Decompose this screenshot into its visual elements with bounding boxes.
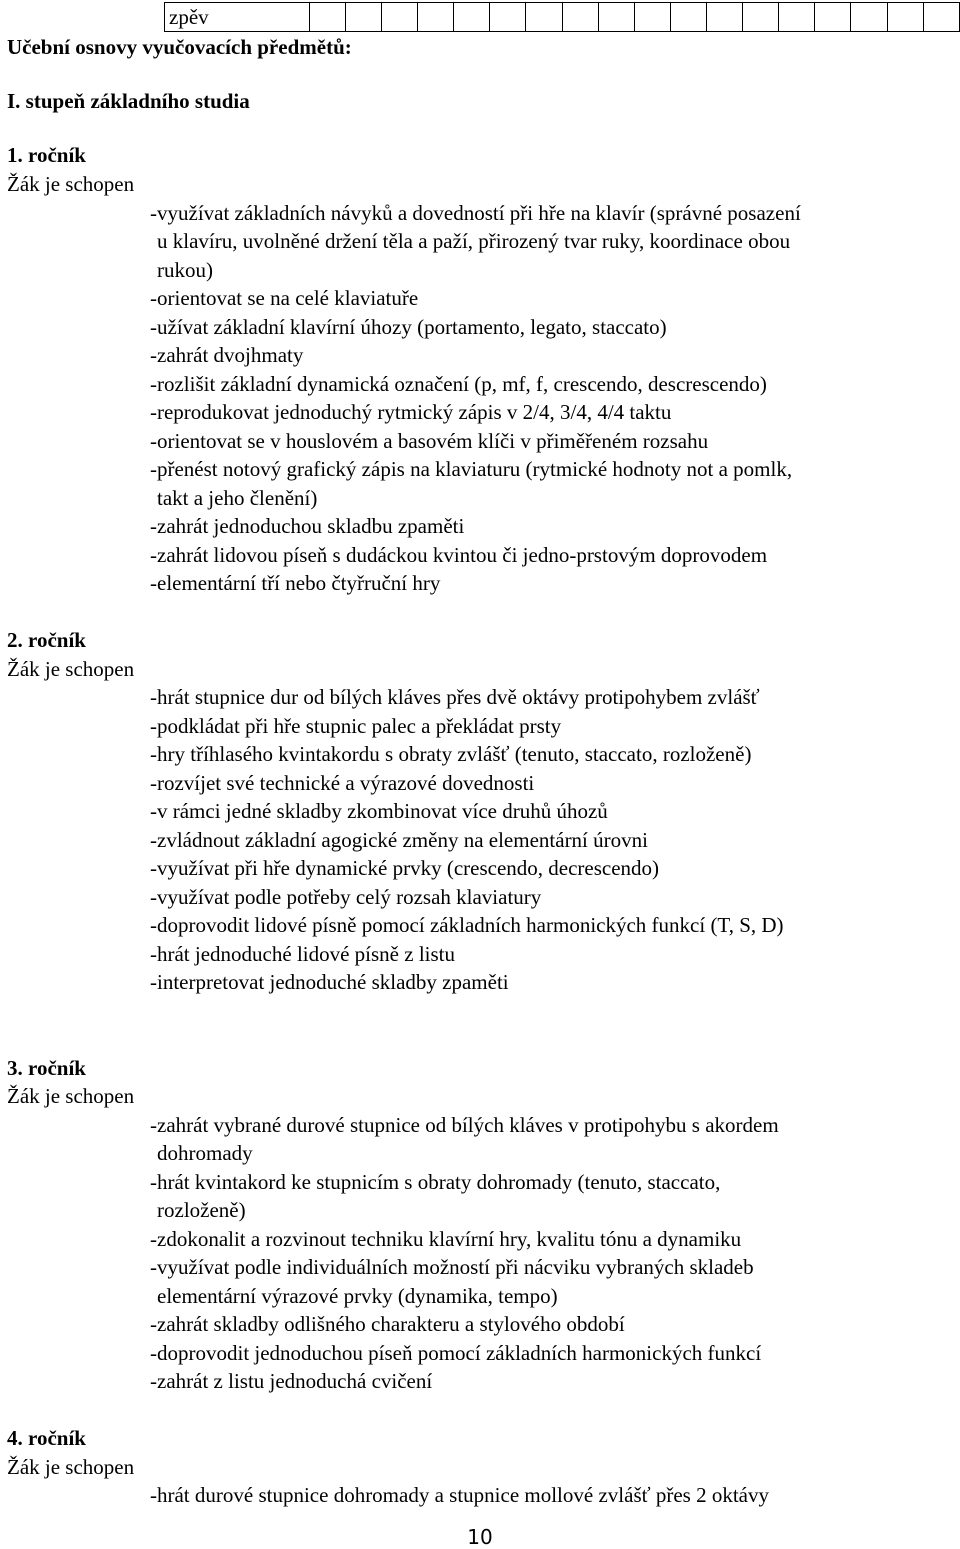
grade-2-item: -hrát jednoduché lidové písně z listu — [150, 942, 456, 966]
header-empty-cell — [598, 3, 634, 32]
header-empty-cell — [454, 3, 490, 32]
grade-1-item: -zahrát dvojhmaty — [150, 343, 304, 367]
grade-2-item: -v rámci jedné skladby zkombinovat více druhů úhozů — [150, 799, 608, 823]
grade-3-item: -zahrát skladby odlišného charakteru a stylového období — [150, 1312, 625, 1336]
grade-3-item: -zdokonalit a rozvinout techniku klavírní hry, kvalitu tónu a dynamiku — [150, 1227, 742, 1251]
header-empty-cell — [309, 3, 345, 32]
grade-1-item: -zahrát jednoduchou skladbu zpaměti — [150, 514, 465, 538]
grade-2-item: -zvládnout základní agogické změny na elementární úrovni — [150, 828, 648, 852]
header-table — [164, 2, 960, 32]
subject-cell: zpěv — [165, 3, 310, 32]
header-empty-cell — [815, 3, 851, 32]
grade-1-item: rukou) — [157, 258, 213, 282]
grade-3-intro: Žák je schopen — [7, 1084, 135, 1108]
grade-1-heading: 1. ročník — [7, 143, 86, 167]
header-empty-cell — [743, 3, 779, 32]
header-empty-cell — [706, 3, 742, 32]
grade-4-heading: 4. ročník — [7, 1426, 86, 1450]
grade-1-item: -užívat základní klavírní úhozy (portamento, legato, staccato) — [150, 315, 667, 339]
grade-2-item: -interpretovat jednoduché skladby zpaměti — [150, 970, 509, 994]
header-empty-cell — [670, 3, 706, 32]
grade-2-item: -hrát stupnice dur od bílých kláves přes dvě oktávy protipohybem zvlášť — [150, 685, 760, 709]
grade-2-intro: Žák je schopen — [7, 657, 135, 681]
header-empty-cell — [526, 3, 562, 32]
grade-2-item: -využívat při hře dynamické prvky (crescendo, decrescendo) — [150, 856, 660, 880]
grade-2-item: -využívat podle potřeby celý rozsah klaviatury — [150, 885, 542, 909]
document-subtitle: I. stupeň základního studia — [7, 89, 250, 113]
grade-3-item: elementární výrazové prvky (dynamika, tempo) — [157, 1284, 558, 1308]
grade-3-item: -využívat podle individuálních možností při nácviku vybraných skladeb — [150, 1255, 754, 1279]
grade-1-intro: Žák je schopen — [7, 172, 135, 196]
header-empty-cell — [490, 3, 526, 32]
grade-1-item: -orientovat se na celé klaviatuře — [150, 286, 419, 310]
header-empty-cell — [851, 3, 887, 32]
grade-1-item: takt a jeho členění) — [157, 486, 318, 510]
header-empty-cell — [779, 3, 815, 32]
header-empty-cell — [887, 3, 923, 32]
grade-1-item: -orientovat se v houslovém a basovém klíči v přiměřeném rozsahu — [150, 429, 709, 453]
grade-4-item: -hrát durové stupnice dohromady a stupnice mollové zvlášť přes 2 oktávy — [150, 1483, 769, 1507]
document-title: Učební osnovy vyučovacích předmětů: — [7, 35, 352, 59]
grade-3-heading: 3. ročník — [7, 1056, 86, 1080]
header-empty-cell — [418, 3, 454, 32]
grade-2-item: -podkládat při hře stupnic palec a překládat prsty — [150, 714, 562, 738]
grade-1-item: -zahrát lidovou píseň s dudáckou kvintou či jedno-prstovým doprovodem — [150, 543, 768, 567]
header-empty-cell — [634, 3, 670, 32]
grade-1-item: -přenést notový grafický zápis na klaviaturu (rytmické hodnoty not a pomlk, — [150, 457, 793, 481]
grade-1-item: -rozlišit základní dynamická označení (p, mf, f, crescendo, descrescendo) — [150, 372, 767, 396]
grade-1-item: u klavíru, uvolněné držení těla a paží, přirozený tvar ruky, koordinace obou — [157, 229, 791, 253]
grade-3-item: -hrát kvintakord ke stupnicím s obraty dohromady (tenuto, staccato, — [150, 1170, 721, 1194]
grade-2-item: -rozvíjet své technické a výrazové dovednosti — [150, 771, 535, 795]
grade-1-item: -elementární tří nebo čtyřruční hry — [150, 571, 441, 595]
grade-2-item: -hry tříhlasého kvintakordu s obraty zvlášť (tenuto, staccato, rozloženě) — [150, 742, 752, 766]
grade-1-item: -využívat základních návyků a dovedností při hře na klavír (správné posazení — [150, 201, 801, 225]
grade-3-item: rozloženě) — [157, 1198, 246, 1222]
grade-3-item: -zahrát z listu jednoduchá cvičení — [150, 1369, 433, 1393]
header-empty-cell — [562, 3, 598, 32]
header-empty-cell — [923, 3, 959, 32]
grade-4-intro: Žák je schopen — [7, 1455, 135, 1479]
grade-2-item: -doprovodit lidové písně pomocí základních harmonických funkcí (T, S, D) — [150, 913, 784, 937]
grade-3-item: dohromady — [157, 1141, 253, 1165]
grade-1-item: -reprodukovat jednoduchý rytmický zápis v 2/4, 3/4, 4/4 taktu — [150, 400, 672, 424]
grade-3-item: -zahrát vybrané durové stupnice od bílých kláves v protipohybu s akordem — [150, 1113, 779, 1137]
header-empty-cell — [345, 3, 381, 32]
header-empty-cell — [382, 3, 418, 32]
grade-3-item: -doprovodit jednoduchou píseň pomocí základních harmonických funkcí — [150, 1341, 762, 1365]
grade-2-heading: 2. ročník — [7, 628, 86, 652]
page-number: 10 — [467, 1525, 493, 1549]
